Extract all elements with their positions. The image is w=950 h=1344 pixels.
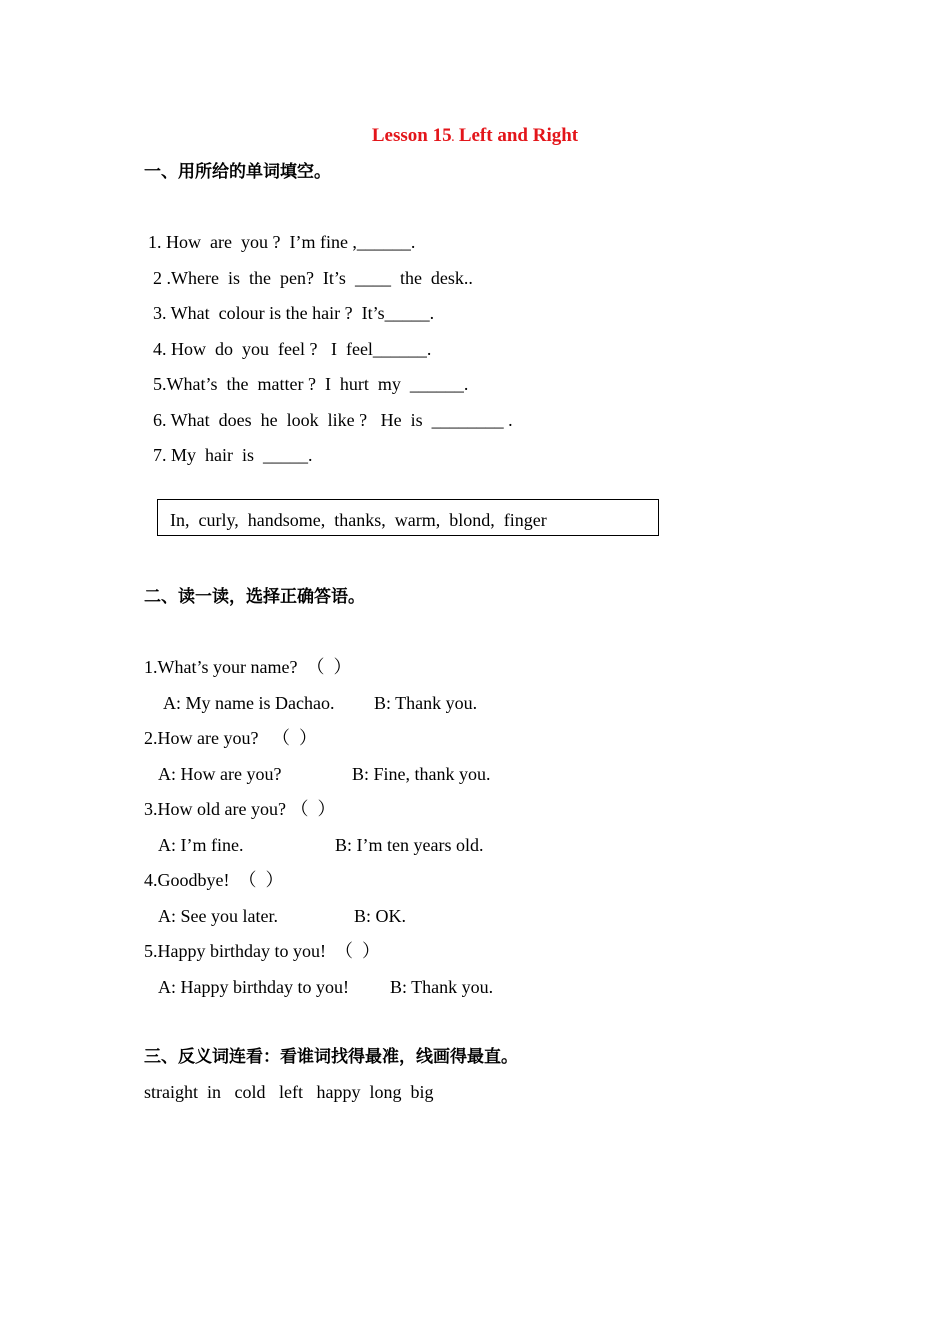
question-2-option-b: B: Fine, thank you. xyxy=(352,764,491,784)
lesson-title-rest: Left and Right xyxy=(454,125,579,146)
word-bank-box xyxy=(157,499,659,536)
fill-blank-item-3: 3. What colour is the hair ? It’s_____. xyxy=(153,303,435,323)
lesson-title-dot: . xyxy=(451,133,455,144)
fill-blank-item-6: 6. What does he look like ? He is ________ . xyxy=(153,410,513,430)
question-4: 4.Goodbye! （ ） xyxy=(144,870,284,890)
question-1-option-b: B: Thank you. xyxy=(374,693,478,713)
fill-blank-item-7: 7. My hair is _____. xyxy=(153,445,313,465)
lesson-title-main: Lesson 15 xyxy=(371,125,452,146)
question-5-option-a: A: Happy birthday to you! xyxy=(158,977,349,997)
fill-blank-item-2: 2 .Where is the pen? It’s ____ the desk.. xyxy=(153,268,473,288)
fill-blank-item-5: 5.What’s the matter ? I hurt my ______. xyxy=(153,374,469,394)
question-5-option-b: B: Thank you. xyxy=(390,977,494,997)
lesson-title xyxy=(0,124,950,151)
word-bank-text: In, curly, handsome, thanks, warm, blond, finger xyxy=(170,510,547,530)
question-4-option-b: B: OK. xyxy=(354,906,407,926)
question-3-option-b: B: I’m ten years old. xyxy=(335,835,484,855)
question-5: 5.Happy birthday to you! （ ） xyxy=(144,941,380,961)
section-2-heading: 二、读一读，选择正确答语。 xyxy=(144,587,365,607)
question-1-option-a: A: My name is Dachao. xyxy=(163,693,335,713)
question-3-option-a: A: I’m fine. xyxy=(158,835,244,855)
antonym-words-list: straight in cold left happy long big xyxy=(144,1082,434,1102)
section-3-heading: 三、反义词连看：看谁词找得最准，线画得最直。 xyxy=(144,1047,518,1067)
question-4-option-a: A: See you later. xyxy=(158,906,278,926)
question-2: 2.How are you? （ ） xyxy=(144,728,317,748)
question-3: 3.How old are you? （ ） xyxy=(144,799,336,819)
question-2-option-a: A: How are you? xyxy=(158,764,282,784)
fill-blank-item-4: 4. How do you feel ? I feel______. xyxy=(153,339,432,359)
question-1: 1.What’s your name? （ ） xyxy=(144,657,352,677)
section-1-heading: 一、用所给的单词填空。 xyxy=(144,162,331,182)
fill-blank-item-1: 1. How are you ? I’m fine ,______. xyxy=(148,232,416,252)
